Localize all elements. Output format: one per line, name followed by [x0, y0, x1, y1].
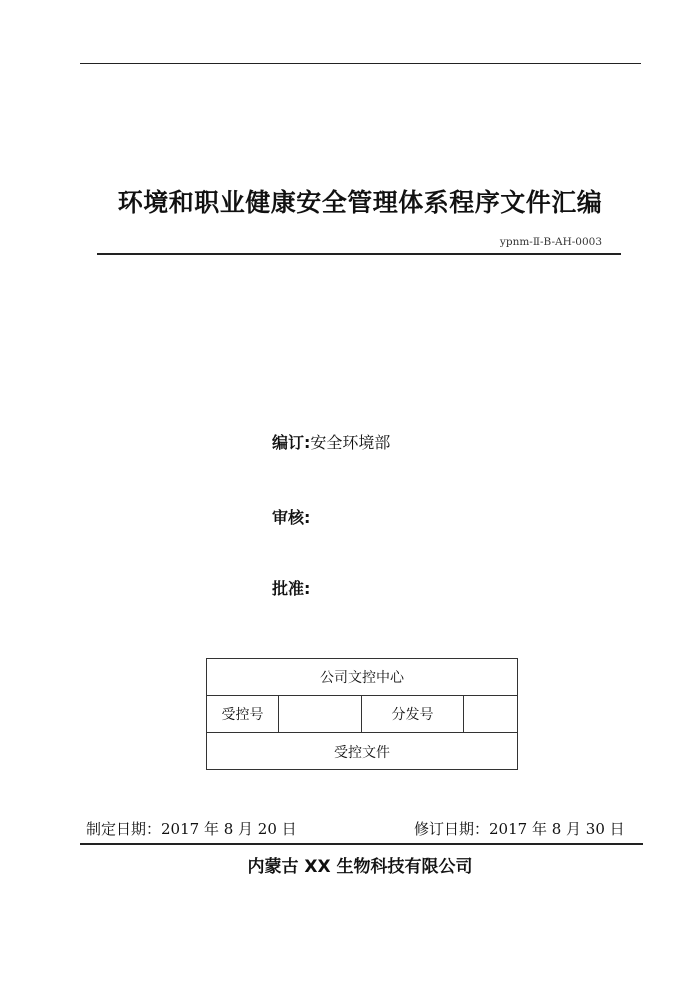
reviewer-label: 审核: [272, 508, 311, 527]
approver-label: 批准: [272, 579, 311, 598]
editor-label: 编订: [272, 433, 311, 452]
control-table-header-row [207, 659, 517, 696]
controlled-document-label: 受控文件 [334, 744, 390, 761]
title-divider [97, 253, 621, 255]
company-name: 内蒙古 XX 生物科技有限公司 [247, 857, 473, 877]
made-date: 制定日期：2017 年 8 月 20 日 [86, 820, 297, 838]
control-center-header: 公司文控中心 [320, 670, 404, 686]
document-title: 环境和职业健康安全管理体系程序文件汇编 [117, 188, 603, 217]
revised-date: 修订日期：2017 年 8 月 30 日 [414, 820, 625, 838]
issue-number-value [464, 696, 517, 732]
editor-value: 安全环境部 [310, 433, 391, 452]
reviewer-field [272, 505, 310, 528]
document-number: ypnm-Ⅱ-B-AH-0003 [499, 236, 602, 248]
footer-divider [80, 843, 643, 845]
editor-field [272, 430, 390, 453]
approver-field [272, 576, 310, 599]
control-table-number-row [207, 696, 517, 733]
controlled-number-label: 受控号 [207, 696, 279, 732]
document-control-table [206, 658, 518, 770]
issue-number-label: 分发号 [362, 696, 464, 732]
top-divider [80, 63, 641, 64]
control-table-footer-row [207, 733, 517, 770]
controlled-number-value [279, 696, 362, 732]
